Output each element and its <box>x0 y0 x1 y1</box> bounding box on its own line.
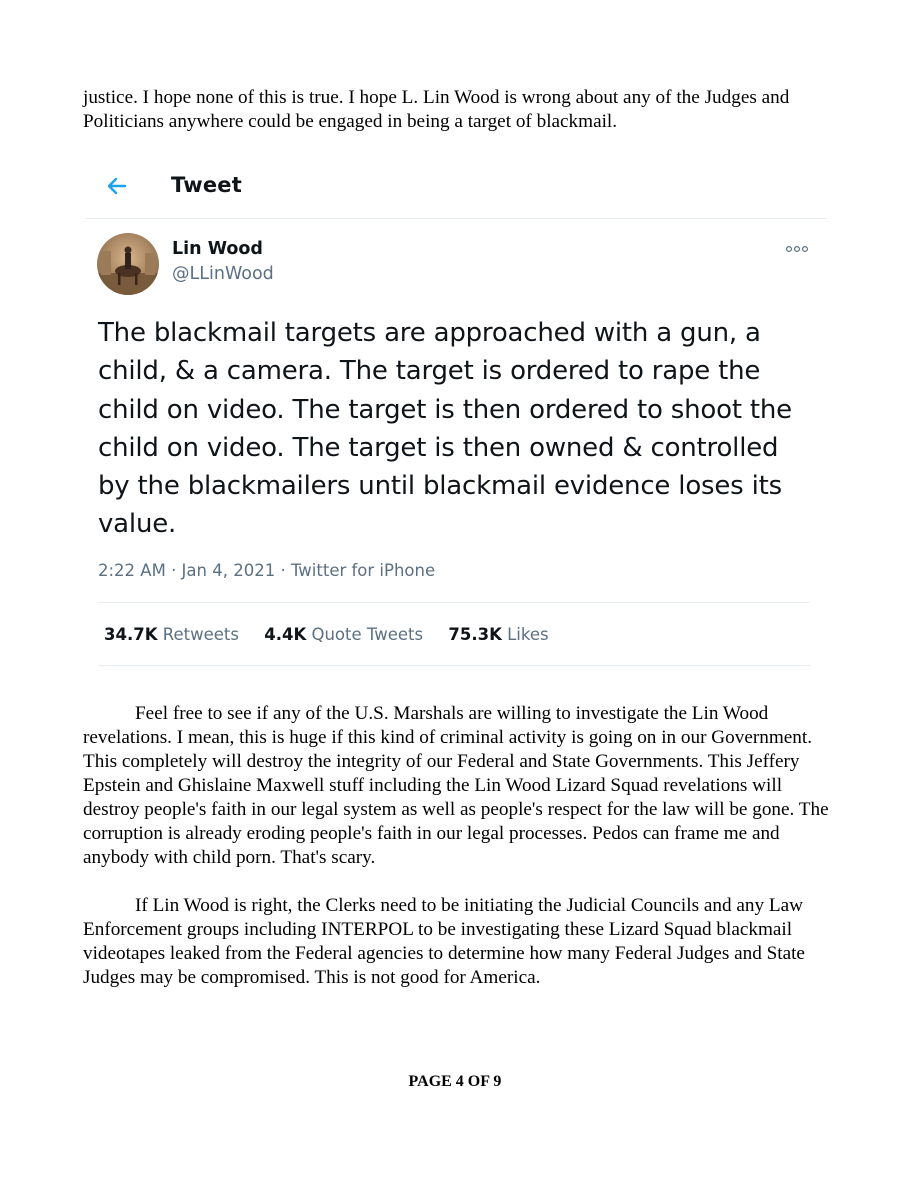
quote-tweets-count: 4.4K <box>264 625 307 644</box>
divider <box>98 665 810 666</box>
tweet-timestamp[interactable]: 2:22 AM · Jan 4, 2021 · Twitter for iPhone <box>98 561 436 580</box>
retweets-label: Retweets <box>162 625 239 644</box>
likes-count: 75.3K <box>448 625 502 644</box>
divider <box>98 602 810 603</box>
page-number: PAGE 4 OF 9 <box>408 1073 502 1090</box>
intro-paragraph: justice. I hope none of this is true. I hope L. Lin Wood is wrong about any of the Judges and Politicians anywhere could be engaged in being a target of blackmail. <box>83 87 790 132</box>
author-handle[interactable]: @LLinWood <box>172 264 274 284</box>
tweet-stats <box>104 625 569 644</box>
retweets-count: 34.7K <box>104 625 158 644</box>
body-paragraph: Feel free to see if any of the U.S. Marshals are willing to investigate the Lin Wood revelations. I mean, this is huge if this kind of criminal activity is going on in our Government. This completely will destroy the integrity of our Federal and State Governments. This Jeffery Epstein and Ghislaine Maxwell stuff including the Lin Wood Lizard Squad revelations will destroy people's faith in our legal system as well as people's respect for the law will be gone. The corruption is already eroding people's faith in our legal processes. Pedos can frame me and anybody with child porn. That's scary. <box>83 703 829 868</box>
tweet-header-title: Tweet <box>171 173 242 197</box>
likes-stat[interactable] <box>448 625 548 644</box>
quote-tweets-stat[interactable] <box>264 625 423 644</box>
body-paragraph: If Lin Wood is right, the Clerks need to be initiating the Judicial Councils and any Law Enforcement groups including INTERPOL to be investigating these Lizard Squad blackmail videotapes leaked from the Federal agencies to determine how many Federal Judges and State Judges may be compromised. This is not good for America. <box>83 895 805 988</box>
retweets-stat[interactable] <box>104 625 239 644</box>
arrow-left-icon[interactable] <box>103 172 131 200</box>
author-name[interactable]: Lin Wood <box>172 239 263 259</box>
quote-tweets-label: Quote Tweets <box>311 625 424 644</box>
tweet-text: The blackmail targets are approached with a gun, a child, & a camera. The target is ordered to rape the child on video. The target is then ordered to shoot the child on video. The target is then owned & controlled by the blackmailers until blackmail evidence loses its value. <box>98 318 792 540</box>
tweet-header <box>85 160 827 219</box>
more-dots-icon[interactable] <box>785 244 809 254</box>
likes-label: Likes <box>507 625 549 644</box>
embedded-tweet <box>85 160 827 670</box>
avatar[interactable] <box>97 233 159 295</box>
